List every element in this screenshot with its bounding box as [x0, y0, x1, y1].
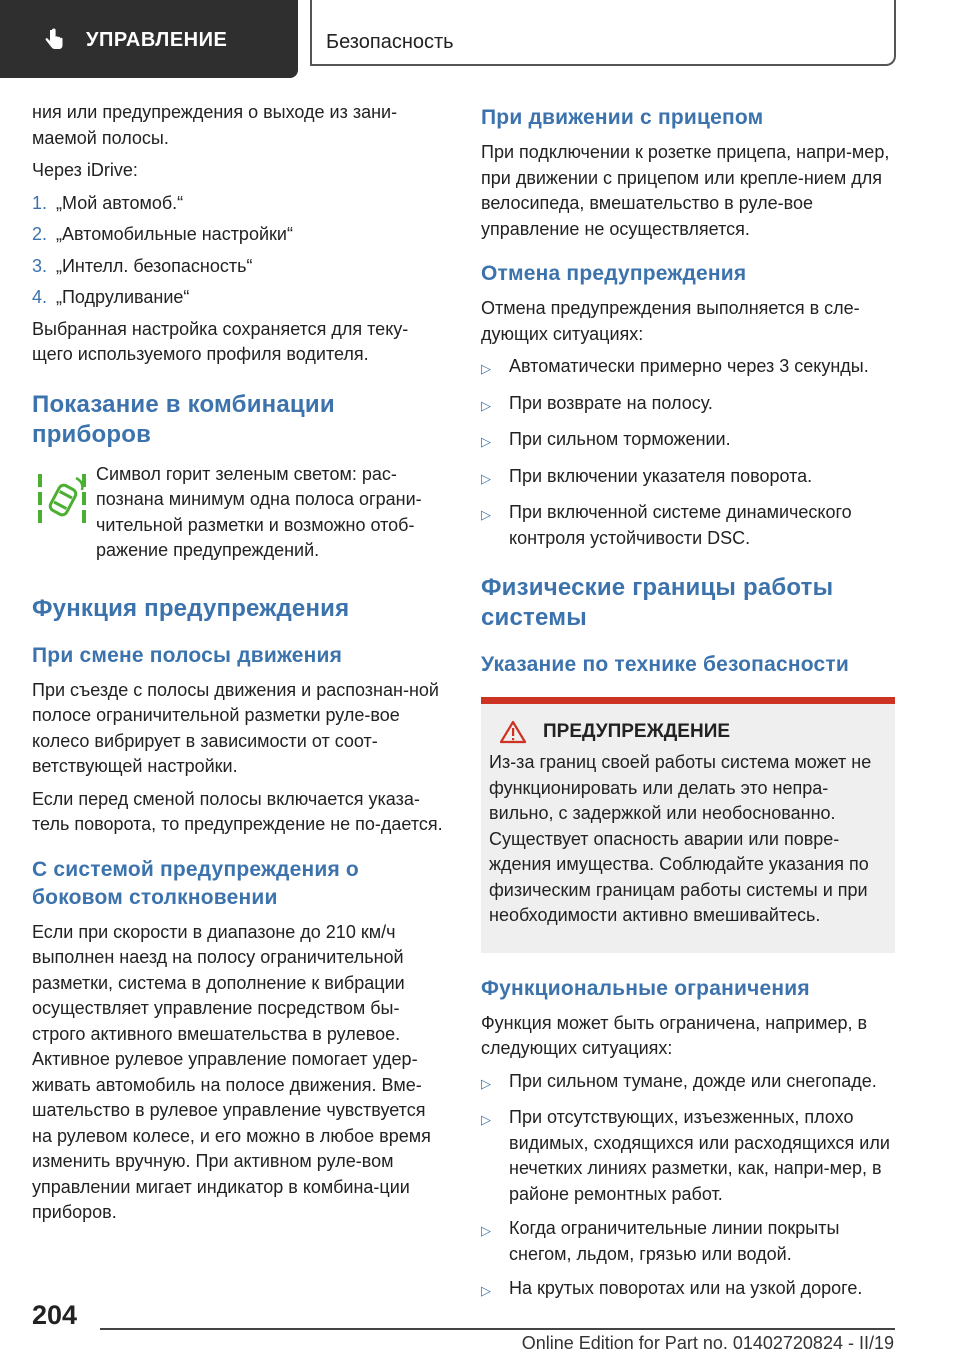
- triangle-bullet-icon: ▷: [481, 361, 491, 376]
- step-text: „Подруливание“: [56, 287, 190, 307]
- warning-box: [481, 697, 895, 953]
- list-item-text: На крутых поворотах или на узкой дороге.: [509, 1278, 863, 1298]
- symbol-text: Символ горит зеленым светом: рас-познана минимум одна полоса ограни-чительной разметки и возможно отоб-ражение предупреждений.: [96, 463, 422, 560]
- subsection-heading: Отмена предупреждения: [481, 262, 747, 285]
- warning-body: Из-за границ своей работы система может не функционировать или делать это непра-вильно, с задержкой или необоснованно. Существует опасность аварии или повре-ждения имущества. Соблюдайте указания по физическим границам работы системы и при необходимости активно вмешивайтесь.: [489, 752, 872, 925]
- idrive-steps-list: [32, 191, 448, 311]
- functional-limits-list: [481, 1069, 895, 1304]
- list-item: [481, 1216, 895, 1267]
- step-text: „Мой автомоб.“: [56, 192, 184, 213]
- triangle-bullet-icon: ▷: [481, 1283, 491, 1298]
- section-heading: Показание в комбинации приборов: [32, 390, 335, 448]
- subsection-heading: Указание по технике безопасности: [481, 653, 849, 676]
- list-item-text: При отсутствующих, изъезженных, плохо видимых, сходящихся или расходящихся или нечетких линиях разметки, как, напри-мер, в районе ремонтных работ.: [509, 1107, 890, 1204]
- list-item-text: При включении указателя поворота.: [509, 465, 813, 486]
- list-item: [32, 222, 448, 248]
- list-item: [32, 285, 448, 311]
- triangle-bullet-icon: ▷: [481, 397, 491, 413]
- paragraph: Выбранная настройка сохраняется для теку-щего используемого профиля водителя.: [32, 318, 409, 364]
- header-topic-title: Безопасность: [326, 31, 454, 53]
- list-item: [481, 500, 895, 551]
- left-column: [32, 100, 448, 1233]
- warning-title: ПРЕДУПРЕЖДЕНИЕ: [543, 721, 731, 742]
- paragraph: Функция может быть ограничена, например, в следующих ситуациях:: [481, 1012, 868, 1058]
- symbol-description: [32, 462, 448, 564]
- list-item: [32, 254, 448, 280]
- cancel-conditions-list: [481, 354, 895, 551]
- list-item-text: При включенной системе динамического контроля устойчивости DSC.: [509, 502, 852, 548]
- list-item: [481, 427, 895, 455]
- paragraph: Если перед сменой полосы включается указа-тель поворота, то предупреждение не по-дается.: [32, 788, 443, 834]
- subsection-heading: Функциональные ограничения: [481, 976, 810, 1000]
- list-item: [481, 391, 895, 419]
- warning-triangle-icon: [499, 720, 527, 744]
- triangle-bullet-icon: ▷: [481, 1223, 491, 1238]
- list-item-text: Автоматически примерно через 3 секунды.: [509, 356, 869, 376]
- list-item-text: При сильном торможении.: [509, 429, 731, 449]
- list-item-text: При сильном тумане, дожде или снегопаде.: [509, 1070, 877, 1091]
- paragraph: Через iDrive:: [32, 160, 138, 180]
- list-item: [481, 1105, 895, 1207]
- subsection-heading: При движении с прицепом: [481, 106, 764, 129]
- triangle-bullet-icon: ▷: [481, 507, 491, 522]
- subsection-heading: При смене полосы движения: [32, 643, 343, 667]
- step-number: 2.: [32, 224, 48, 244]
- triangle-bullet-icon: ▷: [481, 1075, 491, 1091]
- section-heading: Физические границы работы системы: [481, 574, 834, 631]
- page-number: 204: [32, 1300, 78, 1330]
- step-number: 3.: [32, 255, 48, 276]
- subsection-heading: С системой предупреждения о боковом столкновении: [32, 857, 359, 909]
- step-number: 4.: [32, 287, 48, 307]
- list-item-text: При возврате на полосу.: [509, 392, 713, 413]
- triangle-bullet-icon: ▷: [481, 434, 491, 449]
- list-item: [481, 1069, 895, 1097]
- hand-pointer-icon: [42, 28, 66, 52]
- right-column: [481, 100, 895, 1313]
- section-heading: Функция предупреждения: [32, 594, 350, 622]
- paragraph: При съезде с полосы движения и распознан-ной полосе ограничительной разметки руле-вое колесо вибрирует в зависимости от соот-ветствующей настройки.: [32, 679, 439, 776]
- triangle-bullet-icon: ▷: [481, 470, 491, 486]
- triangle-bullet-icon: ▷: [481, 1112, 491, 1127]
- paragraph: ния или предупреждения о выходе из зани-маемой полосы.: [32, 102, 398, 148]
- paragraph: При подключении к розетке прицепа, напри-мер, при движении с прицепом или крепле-нием для велосипеда, вмешательство в руле-вое управление не осуществляется.: [481, 142, 890, 239]
- lane-keeping-car-icon: [32, 466, 96, 530]
- list-item: [481, 354, 895, 382]
- paragraph: Если при скорости в диапазоне до 210 км/ч выполнен наезд на полосу ограничительной разметки, система в дополнение к вибрации осуществляет управление посредством бы-строго активного вмешательства в рулевое. Активное рулевое управление помогает удер-живать автомобиль на полосе движения. Вме-шательство в рулевое управление чувствуется на рулевом колесе, и его можно в любое время изменить вручную. При активном руле-вом управлении мигает индикатор в комбина-ции приборов.: [32, 921, 431, 1222]
- list-item: [481, 464, 895, 492]
- header-section-title: УПРАВЛЕНИЕ: [86, 29, 228, 51]
- paragraph: Отмена предупреждения выполняется в сле-дующих ситуациях:: [481, 298, 860, 344]
- list-item: [481, 1276, 895, 1304]
- step-text: „Автомобильные настройки“: [56, 224, 293, 244]
- warning-header: [489, 720, 895, 744]
- header-section-tab: [0, 0, 298, 78]
- step-number: 1.: [32, 192, 48, 213]
- list-item: [32, 191, 448, 217]
- footer-divider: [100, 1328, 895, 1330]
- list-item-text: Когда ограничительные линии покрыты снегом, льдом, грязью или водой.: [509, 1218, 840, 1264]
- footer-edition: Online Edition for Part no. 01402720824 - II/19: [521, 1333, 894, 1353]
- step-text: „Интелл. безопасность“: [56, 255, 253, 276]
